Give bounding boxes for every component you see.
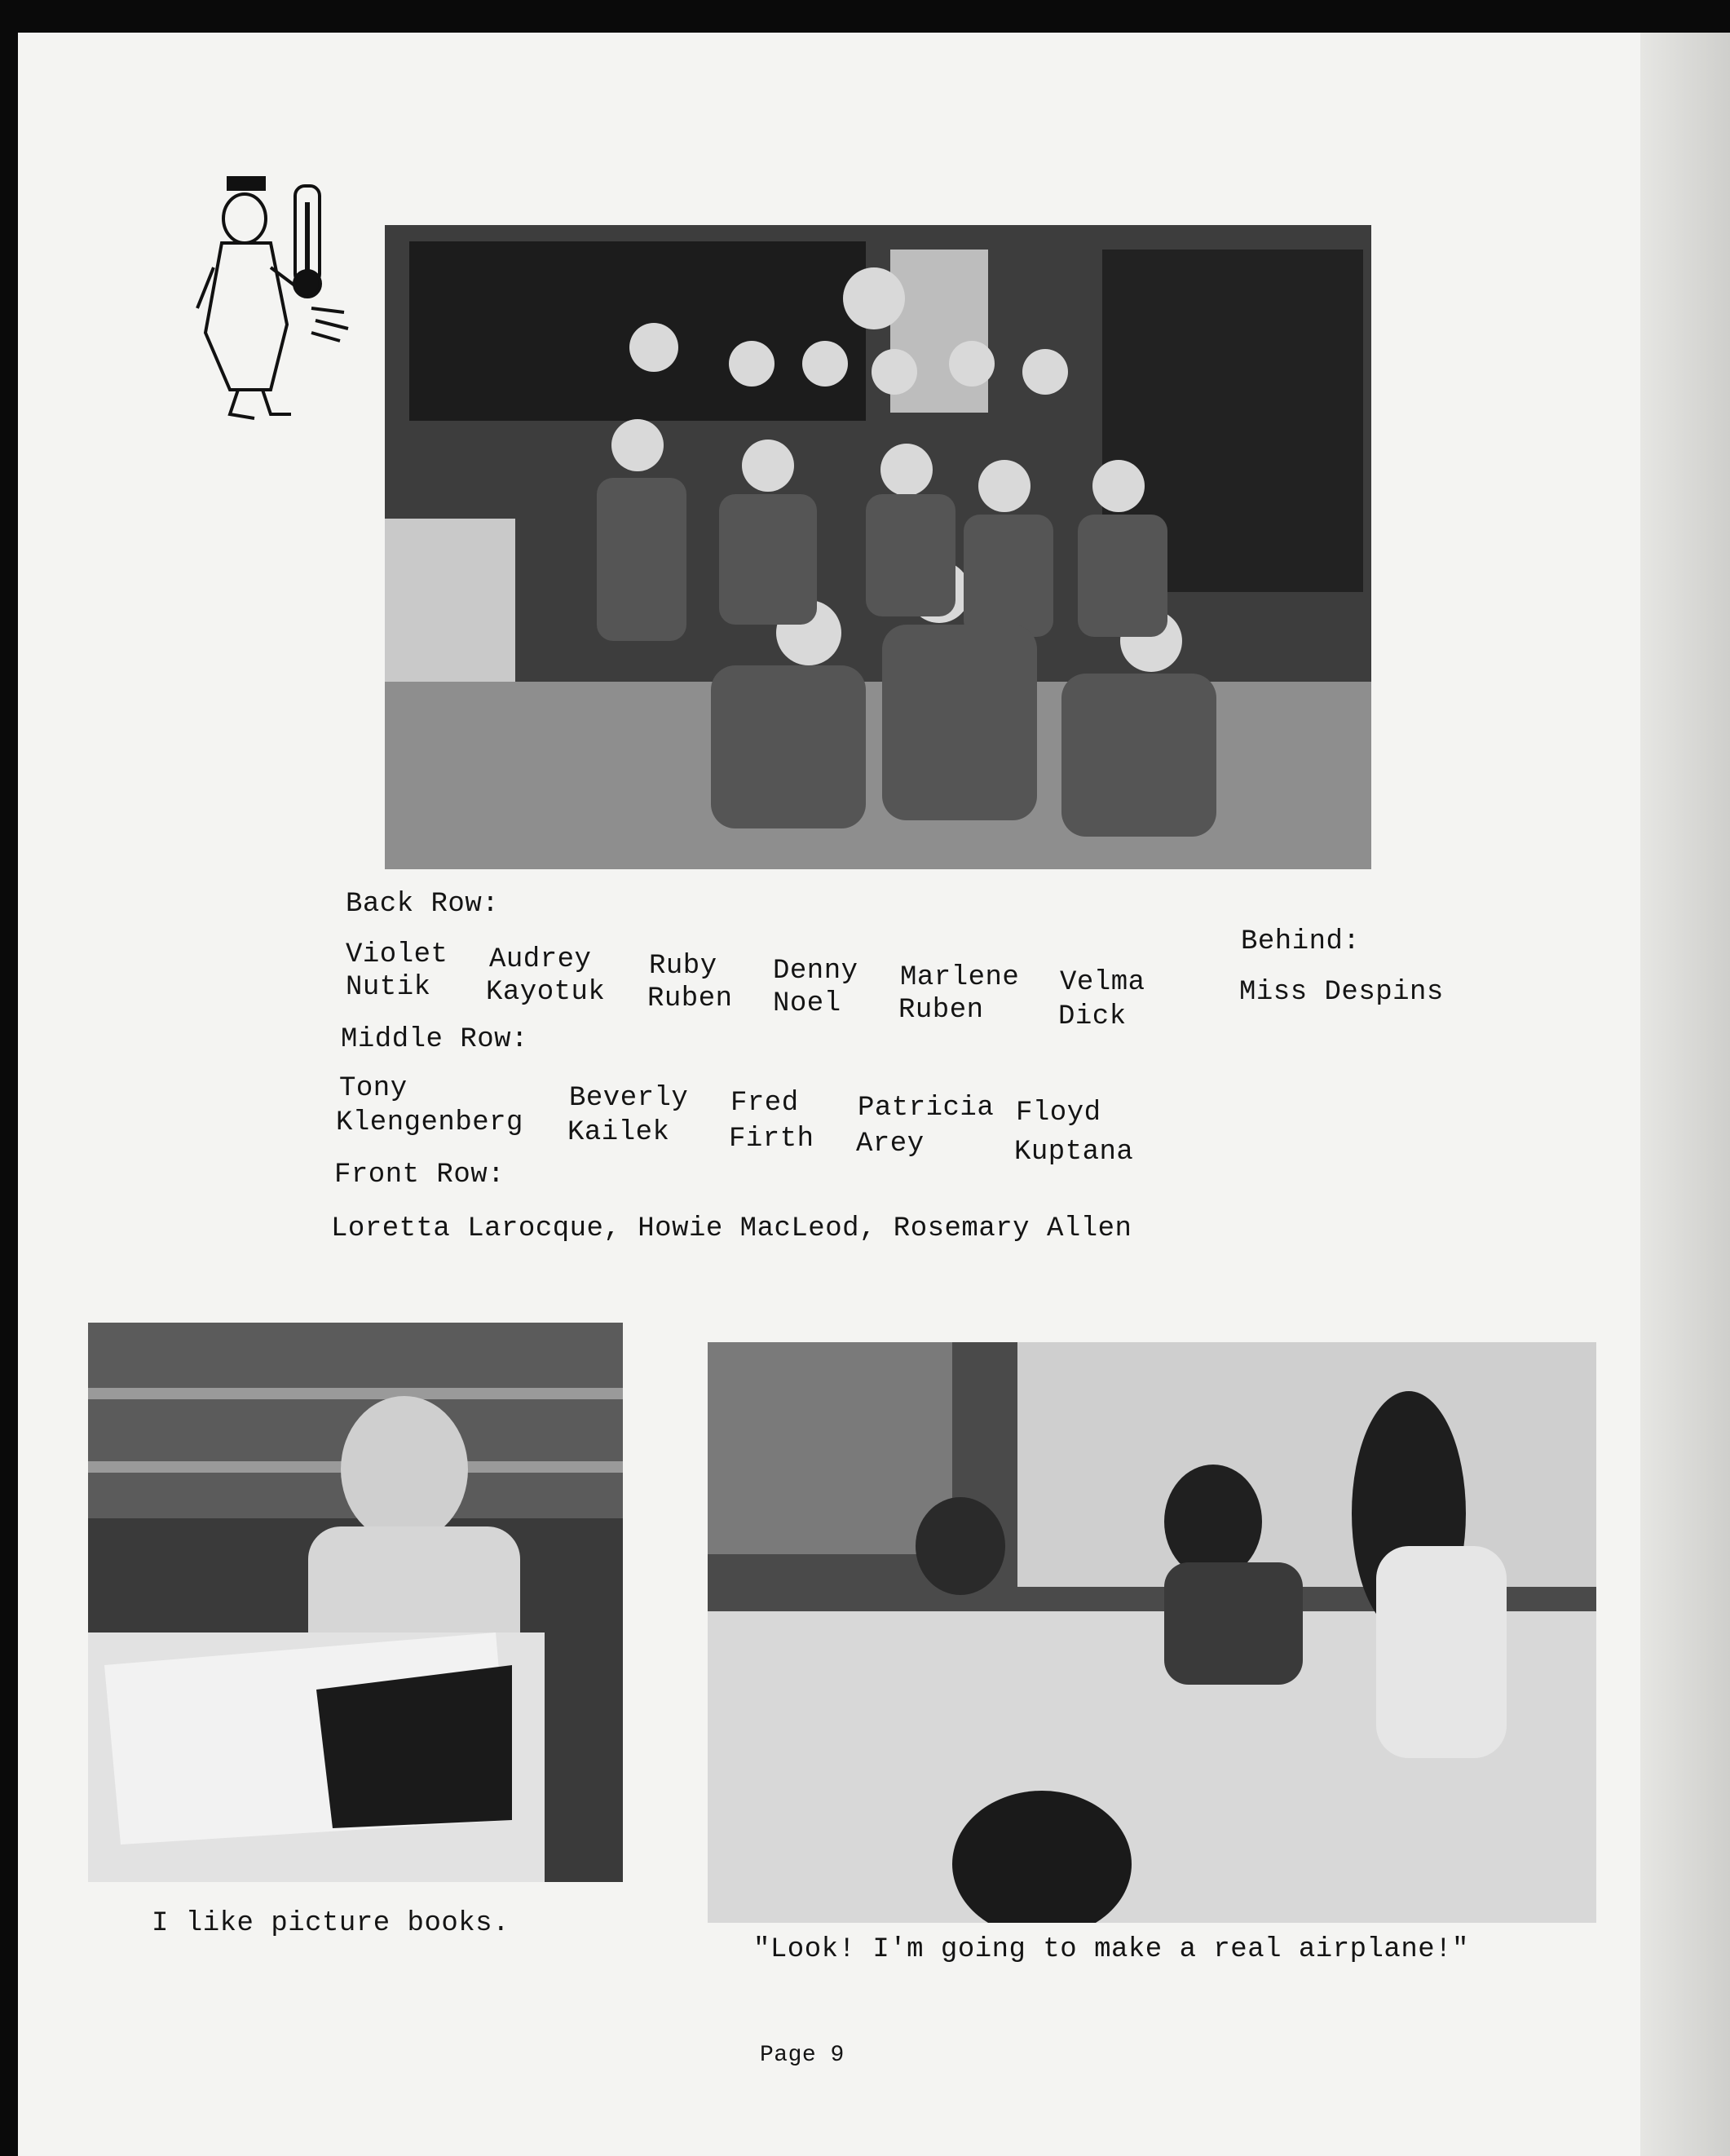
front-row-names: Loretta Larocque, Howie MacLeod, Rosemary Allen — [331, 1213, 1132, 1244]
cold-man-thermometer-illustration — [181, 170, 352, 431]
class-group-photo — [385, 225, 1371, 869]
children-building-photo — [708, 1342, 1596, 1923]
back-row-first-denny: Denny — [773, 956, 858, 987]
middle-row-label: Middle Row: — [341, 1024, 528, 1055]
page-edge — [1640, 33, 1730, 2156]
back-row-last-nutik: Nutik — [346, 972, 431, 1003]
back-row-first-audrey: Audrey — [489, 944, 592, 975]
page-number: Page 9 — [760, 2043, 845, 2068]
middle-row-last-kailek: Kailek — [567, 1117, 670, 1148]
behind-name: Miss Despins — [1239, 977, 1444, 1008]
back-row-first-violet: Violet — [346, 939, 448, 970]
middle-row-first-beverly: Beverly — [569, 1083, 689, 1114]
back-row-last-ruben: Ruben — [647, 983, 733, 1014]
girl-reading-photo — [88, 1323, 623, 1882]
back-row-last-dick: Dick — [1058, 1001, 1127, 1032]
middle-row-first-fred: Fred — [730, 1088, 799, 1119]
photo-right-caption: "Look! I'm going to make a real airplane!" — [753, 1934, 1469, 1965]
middle-row-last-kuptana: Kuptana — [1014, 1137, 1134, 1168]
middle-row-first-floyd: Floyd — [1016, 1098, 1101, 1129]
front-row-label: Front Row: — [334, 1160, 505, 1191]
middle-row-last-firth: Firth — [729, 1124, 814, 1155]
back-row-first-velma: Velma — [1060, 967, 1145, 998]
middle-row-last-klengenberg: Klengenberg — [336, 1107, 523, 1138]
middle-row-first-patricia: Patricia — [858, 1093, 995, 1124]
back-row-last-kayotuk: Kayotuk — [486, 977, 606, 1008]
middle-row-first-tony: Tony — [339, 1073, 408, 1104]
behind-label: Behind: — [1241, 926, 1361, 957]
back-row-last-ruben-2: Ruben — [898, 995, 984, 1026]
back-row-first-marlene: Marlene — [900, 962, 1020, 993]
back-row-label: Back Row: — [346, 889, 500, 920]
back-row-last-noel: Noel — [773, 988, 841, 1019]
photo-left-caption: I like picture books. — [152, 1908, 510, 1939]
back-row-first-ruby: Ruby — [649, 951, 717, 982]
middle-row-last-arey: Arey — [856, 1129, 925, 1160]
